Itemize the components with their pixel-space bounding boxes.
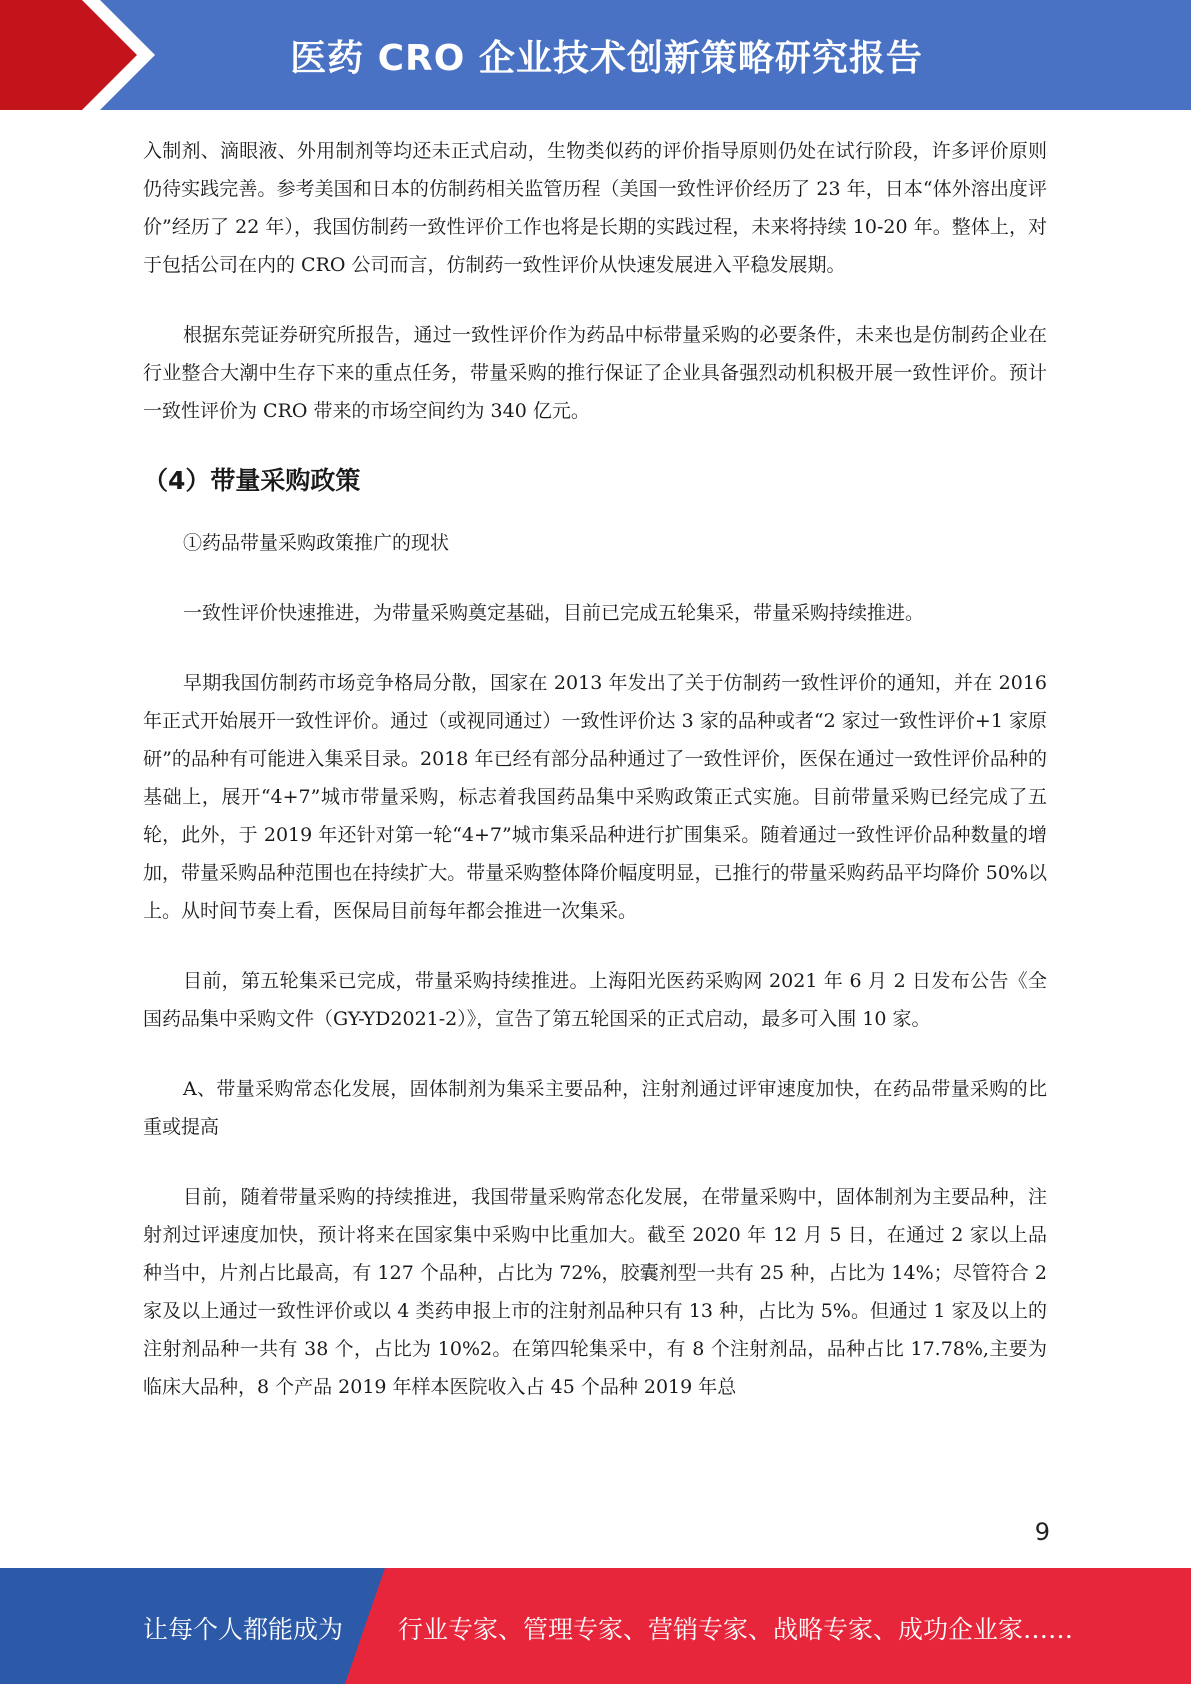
body-paragraph-4: 早期我国仿制药市场竞争格局分散，国家在 2013 年发出了关于仿制药一致性评价的通知，并在 2016 年正式开始展开一致性评价。通过（或视同通过）一致性评价达 3 家的品种或者“2 家过一致性评价+1 家原研”的品种有可能进入集采目录。2018 年已经有部分品种通过了一致性评价，医保在通过一致性评价品种的基础上，展开“4+7”城市带量采购，标志着我国药品集中采购政策正式实施。目前带量采购已经完成了五轮，此外，于 2019 年还针对第一轮“4+7”城市集采品种进行扩围集采。随着通过一致性评价品种数量的增加，带量采购品种范围也在持续扩大。带量采购整体降价幅度明显，已推行的带量采购药品平均降价 50%以上。从时间节奏上看，医保局目前每年都会推进一次集采。 [143,672,1047,922]
subsection-title: ①药品带量采购政策推广的现状 [183,532,450,554]
report-title: 医药 CRO 企业技术创新策略研究报告 [290,38,923,79]
page-content [143,132,1047,1438]
footer-slogan-left: 让每个人都能成为 [143,1615,344,1644]
body-paragraph-7: 目前，随着带量采购的持续推进，我国带量采购常态化发展，在带量采购中，固体制剂为主要品种，注射剂过评速度加快，预计将来在国家集中采购中比重加大。截至 2020 年 12 月 5 日，在通过 2 家以上品种当中，片剂占比最高，有 127 个品种，占比为 72%，胶囊剂型一共有 25 种，占比为 14%；尽管符合 2 家及以上通过一致性评价或以 4 类药申报上市的注射剂品种只有 13 种，占比为 5%。但通过 1 家及以上的注射剂品种一共有 38 个，占比为 10%2。在第四轮集采中，有 8 个注射剂品，品种占比 17.78%,主要为临床大品种，8 个产品 2019 年样本医院收入占 45 个品种 2019 年总 [143,1186,1047,1398]
page-header [0,0,1191,110]
page-footer [0,1568,1191,1684]
page-number: 9 [1034,1518,1050,1546]
section-heading: （4）带量采购政策 [143,466,361,495]
body-paragraph-1: 入制剂、滴眼液、外用制剂等均还未正式启动，生物类似药的评价指导原则仍处在试行阶段，许多评价原则仍待实践完善。参考美国和日本的仿制药相关监管历程（美国一致性评价经历了 23 年，日本“体外溶出度评价”经历了 22 年），我国仿制药一致性评价工作也将是长期的实践过程，未来将持续 10-20 年。整体上，对于包括公司在内的 CRO 公司而言，仿制药一致性评价从快速发展进入平稳发展期。 [143,140,1047,276]
body-paragraph-2: 根据东莞证券研究所报告，通过一致性评价作为药品中标带量采购的必要条件，未来也是仿制药企业在行业整合大潮中生存下来的重点任务，带量采购的推行保证了企业具备强烈动机积极开展一致性评价。预计一致性评价为 CRO 带来的市场空间约为 340 亿元。 [143,324,1047,422]
footer-slogan-right: 行业专家、管理专家、营销专家、战略专家、成功企业家…… [398,1615,1074,1644]
body-paragraph-3: 一致性评价快速推进，为带量采购奠定基础，目前已完成五轮集采，带量采购持续推进。 [183,602,925,624]
body-paragraph-5: 目前，第五轮集采已完成，带量采购持续推进。上海阳光医药采购网 2021 年 6 月 2 日发布公告《全国药品集中采购文件（GY-YD2021-2）》，宣告了第五轮国采的正式启动，最多可入围 10 家。 [143,970,1047,1030]
body-paragraph-6: A、带量采购常态化发展，固体制剂为集采主要品种，注射剂通过评审速度加快，在药品带量采购的比重或提高 [143,1078,1047,1138]
